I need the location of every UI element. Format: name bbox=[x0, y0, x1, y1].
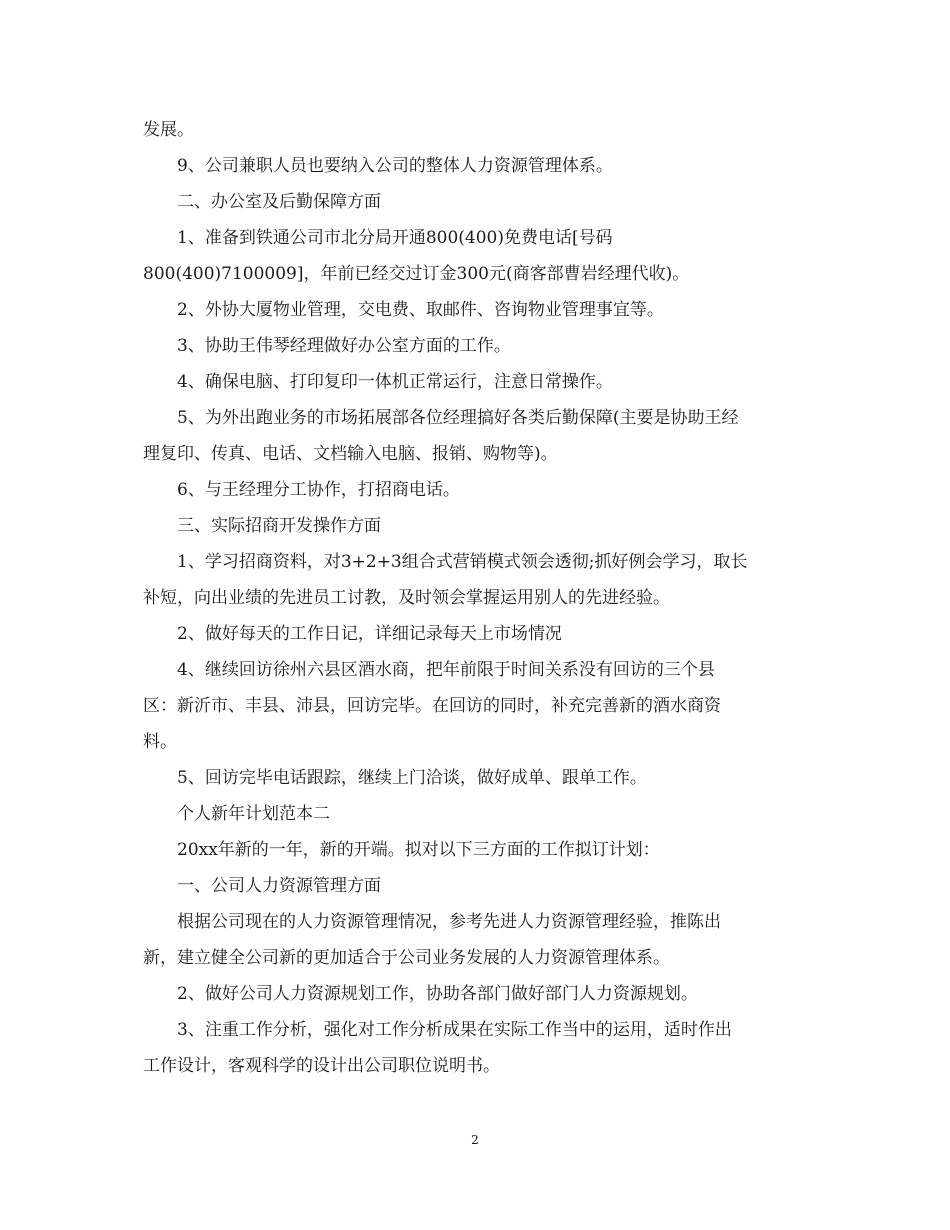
paragraph-line: 工作设计，客观科学的设计出公司职位说明书。 bbox=[143, 1056, 500, 1076]
paragraph-line: 理复印、传真、电话、文档输入电脑、报销、购物等)。 bbox=[143, 444, 558, 464]
paragraph-line: 补短，向出业绩的先进员工讨教，及时领会掌握运用别人的先进经验。 bbox=[143, 588, 670, 608]
paragraph-line: 4、继续回访徐州六县区酒水商，把年前限于时间关系没有回访的三个县 bbox=[177, 660, 715, 680]
paragraph-line: 2、做好公司人力资源规划工作，协助各部门做好部门人力资源规划。 bbox=[177, 984, 698, 1004]
paragraph-line: 三、实际招商开发操作方面 bbox=[177, 516, 381, 536]
paragraph-line: 4、确保电脑、打印复印一体机正常运行，注意日常操作。 bbox=[177, 372, 613, 392]
paragraph-line: 个人新年计划范本二 bbox=[177, 804, 330, 824]
page-number: 2 bbox=[471, 1133, 479, 1147]
paragraph-line: 新，建立健全公司新的更加适合于公司业务发展的人力资源管理体系。 bbox=[143, 948, 670, 968]
paragraph-line: 2、外协大厦物业管理，交电费、取邮件、咨询物业管理事宜等。 bbox=[177, 300, 664, 320]
document-body bbox=[143, 112, 803, 1084]
paragraph-line: 2、做好每天的工作日记，详细记录每天上市场情况 bbox=[177, 624, 562, 644]
paragraph-line: 3、协助王伟琴经理做好办公室方面的工作。 bbox=[177, 336, 511, 356]
paragraph-line: 3、注重工作分析，强化对工作分析成果在实际工作当中的运用，适时作出 bbox=[177, 1020, 732, 1040]
paragraph-line: 6、与王经理分工协作，打招商电话。 bbox=[177, 480, 460, 500]
paragraph-line: 9、公司兼职人员也要纳入公司的整体人力资源管理体系。 bbox=[177, 156, 613, 176]
paragraph-line: 根据公司现在的人力资源管理情况，参考先进人力资源管理经验，推陈出 bbox=[177, 912, 721, 932]
paragraph-line: 一、公司人力资源管理方面 bbox=[177, 876, 381, 896]
paragraph-line: 二、办公室及后勤保障方面 bbox=[177, 192, 381, 212]
paragraph-line: 1、准备到铁通公司市北分局开通800(400)免费电话[号码 bbox=[177, 228, 613, 248]
paragraph-line: 1、学习招商资料，对3+2+3组合式营销模式领会透彻;抓好例会学习，取长 bbox=[177, 552, 748, 572]
paragraph-line: 区：新沂市、丰县、沛县，回访完毕。在回访的同时，补充完善新的酒水商资 bbox=[143, 696, 721, 716]
paragraph-line: 800(400)7100009]，年前已经交过订金300元(商客部曹岩经理代收)。 bbox=[143, 264, 690, 284]
paragraph-line: 发展。 bbox=[143, 120, 194, 140]
paragraph-line: 20xx年新的一年，新的开端。拟对以下三方面的工作拟订计划： bbox=[177, 840, 660, 860]
paragraph-line: 料。 bbox=[143, 732, 177, 752]
paragraph-line: 5、为外出跑业务的市场拓展部各位经理搞好各类后勤保障(主要是协助王经 bbox=[177, 408, 739, 428]
paragraph-line: 5、回访完毕电话跟踪，继续上门洽谈，做好成单、跟单工作。 bbox=[177, 768, 647, 788]
